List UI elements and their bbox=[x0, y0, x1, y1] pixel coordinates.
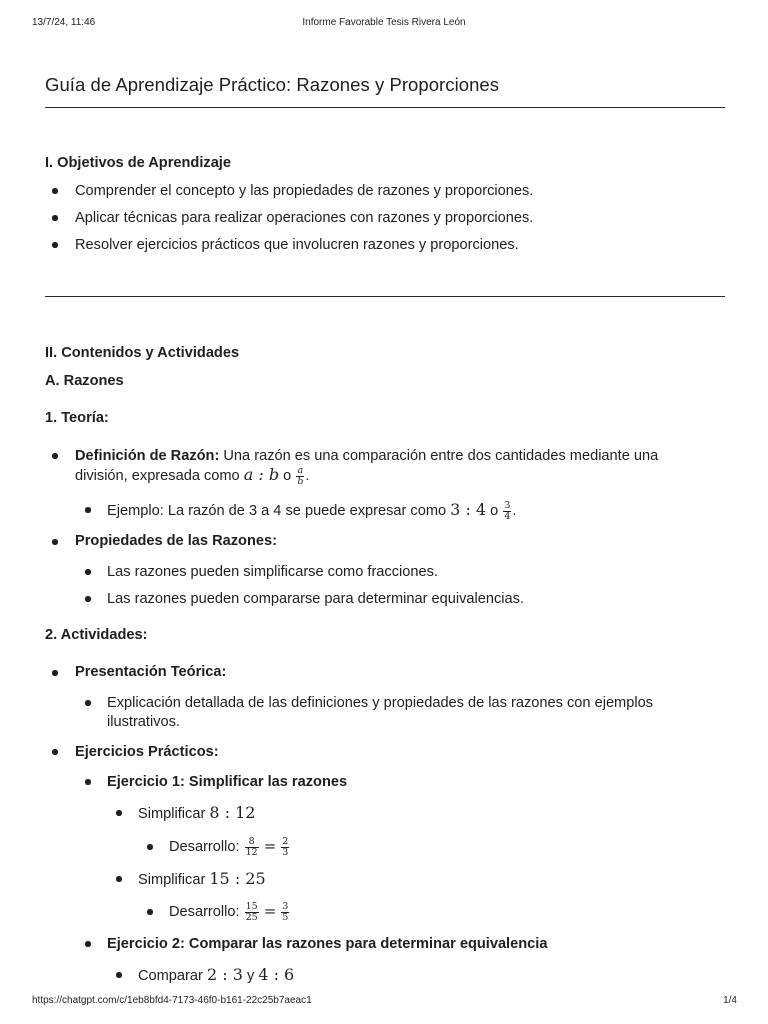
math-fraction bbox=[281, 902, 289, 923]
development-line bbox=[169, 836, 290, 858]
fraction-numerator: 15 bbox=[245, 900, 258, 912]
equals-sign: = bbox=[263, 837, 277, 855]
section-divider bbox=[45, 296, 725, 297]
objective-item: Aplicar técnicas para realizar operaciones con razones y proporciones. bbox=[75, 210, 534, 226]
fraction-denominator: 5 bbox=[282, 911, 289, 923]
title-divider bbox=[45, 107, 725, 108]
definition-line1 bbox=[75, 446, 658, 466]
definition-label: Definición de Razón: bbox=[75, 448, 220, 464]
bullet-icon bbox=[52, 188, 58, 194]
fraction-numerator: a bbox=[297, 464, 304, 476]
exercise2-label: Ejercicio 2: Comparar las razones para determinar equivalencia bbox=[107, 936, 548, 952]
exercise-text: Simplificar bbox=[138, 872, 206, 888]
definition-line2 bbox=[75, 465, 309, 487]
theory-heading: 1. Teoría: bbox=[45, 410, 109, 426]
print-footer bbox=[0, 995, 768, 1009]
math-ratio-value: a : b bbox=[243, 465, 280, 484]
exercise-text: Simplificar bbox=[138, 806, 206, 822]
math-fraction bbox=[245, 837, 259, 858]
connector-text: o bbox=[283, 468, 292, 484]
development-label: Desarrollo: bbox=[169, 839, 240, 855]
math-ratio: 8 : 12 bbox=[209, 803, 256, 822]
objective-item: Resolver ejercicios prácticos que involucren razones y proporciones. bbox=[75, 237, 519, 253]
print-header bbox=[0, 17, 768, 31]
print-url[interactable]: https://chatgpt.com/c/1eb8bfd4-7173-46f0-b161-22c25b7aeac1 bbox=[32, 995, 312, 1006]
bullet-icon bbox=[85, 596, 91, 602]
bullet-icon bbox=[116, 810, 122, 816]
presentation-line1: Explicación detallada de las definiciones y propiedades de las razones con ejemplos bbox=[107, 695, 653, 711]
fraction-denominator: 12 bbox=[245, 846, 258, 858]
fraction-numerator: 8 bbox=[245, 837, 259, 848]
bullet-icon bbox=[52, 670, 58, 676]
math-fraction bbox=[281, 837, 289, 858]
math-fraction bbox=[245, 902, 259, 923]
math-ratio: 15 : 25 bbox=[209, 869, 266, 888]
bullet-icon bbox=[85, 941, 91, 947]
math-ratio bbox=[244, 465, 279, 484]
bullet-icon bbox=[52, 242, 58, 248]
bullet-icon bbox=[147, 844, 153, 850]
property-item: Las razones pueden simplificarse como fracciones. bbox=[107, 564, 438, 580]
math-fraction bbox=[503, 501, 511, 522]
bullet-icon bbox=[52, 453, 58, 459]
presentation-label: Presentación Teórica: bbox=[75, 664, 227, 680]
contents-heading: II. Contenidos y Actividades bbox=[45, 345, 240, 361]
fraction-denominator: 25 bbox=[245, 911, 258, 923]
fraction-denominator: 3 bbox=[282, 846, 289, 858]
fraction-denominator: b bbox=[297, 475, 304, 487]
activities-heading: 2. Actividades: bbox=[45, 627, 148, 643]
bullet-icon bbox=[116, 876, 122, 882]
bullet-icon bbox=[85, 569, 91, 575]
print-document-title: Informe Favorable Tesis Rivera León bbox=[302, 17, 466, 28]
bullet-icon bbox=[52, 539, 58, 545]
print-page-number: 1/4 bbox=[723, 995, 737, 1006]
punctuation: . bbox=[512, 503, 517, 519]
definition-text: Una razón es una comparación entre dos cantidades mediante una bbox=[223, 448, 659, 464]
bullet-icon bbox=[52, 749, 58, 755]
fraction-numerator: 3 bbox=[282, 900, 289, 912]
connector-text: y bbox=[246, 968, 255, 984]
connector-text: o bbox=[490, 503, 499, 519]
definition-text-cont: división, expresada como bbox=[75, 468, 240, 484]
subsection-heading: A. Razones bbox=[45, 373, 124, 389]
exercise-text: Comparar bbox=[138, 968, 203, 984]
properties-label: Propiedades de las Razones: bbox=[75, 533, 277, 549]
objective-item: Comprender el concepto y las propiedades de razones y proporciones. bbox=[75, 183, 534, 199]
fraction-denominator: 4 bbox=[504, 510, 511, 522]
bullet-icon bbox=[116, 972, 122, 978]
math-ratio: 4 : 6 bbox=[258, 965, 295, 984]
page-title: Guía de Aprendizaje Práctico: Razones y Proporciones bbox=[45, 74, 500, 95]
development-label: Desarrollo: bbox=[169, 904, 240, 920]
example-text: Ejemplo: La razón de 3 a 4 se puede expresar como bbox=[107, 503, 447, 519]
math-fraction bbox=[296, 466, 304, 487]
exercise1-item bbox=[138, 803, 255, 824]
presentation-line2: ilustrativos. bbox=[107, 714, 180, 730]
math-ratio: 3 : 4 bbox=[450, 500, 487, 519]
example-line bbox=[107, 500, 516, 522]
development-line bbox=[169, 901, 290, 923]
exercise2-item bbox=[138, 965, 294, 986]
exercise1-item bbox=[138, 869, 266, 890]
bullet-icon bbox=[85, 507, 91, 513]
exercise1-label: Ejercicio 1: Simplificar las razones bbox=[107, 774, 348, 790]
bullet-icon bbox=[85, 779, 91, 785]
math-ratio: 2 : 3 bbox=[206, 965, 243, 984]
property-item: Las razones pueden compararse para determinar equivalencias. bbox=[107, 591, 524, 607]
fraction-numerator: 3 bbox=[504, 499, 511, 511]
punctuation: . bbox=[305, 468, 310, 484]
practice-label: Ejercicios Prácticos: bbox=[75, 744, 219, 760]
bullet-icon bbox=[85, 700, 91, 706]
print-datetime: 13/7/24, 11:46 bbox=[32, 17, 96, 28]
bullet-icon bbox=[52, 215, 58, 221]
equals-sign: = bbox=[263, 902, 277, 920]
fraction-numerator: 2 bbox=[282, 835, 289, 847]
bullet-icon bbox=[147, 909, 153, 915]
objectives-heading: I. Objetivos de Aprendizaje bbox=[45, 155, 231, 171]
